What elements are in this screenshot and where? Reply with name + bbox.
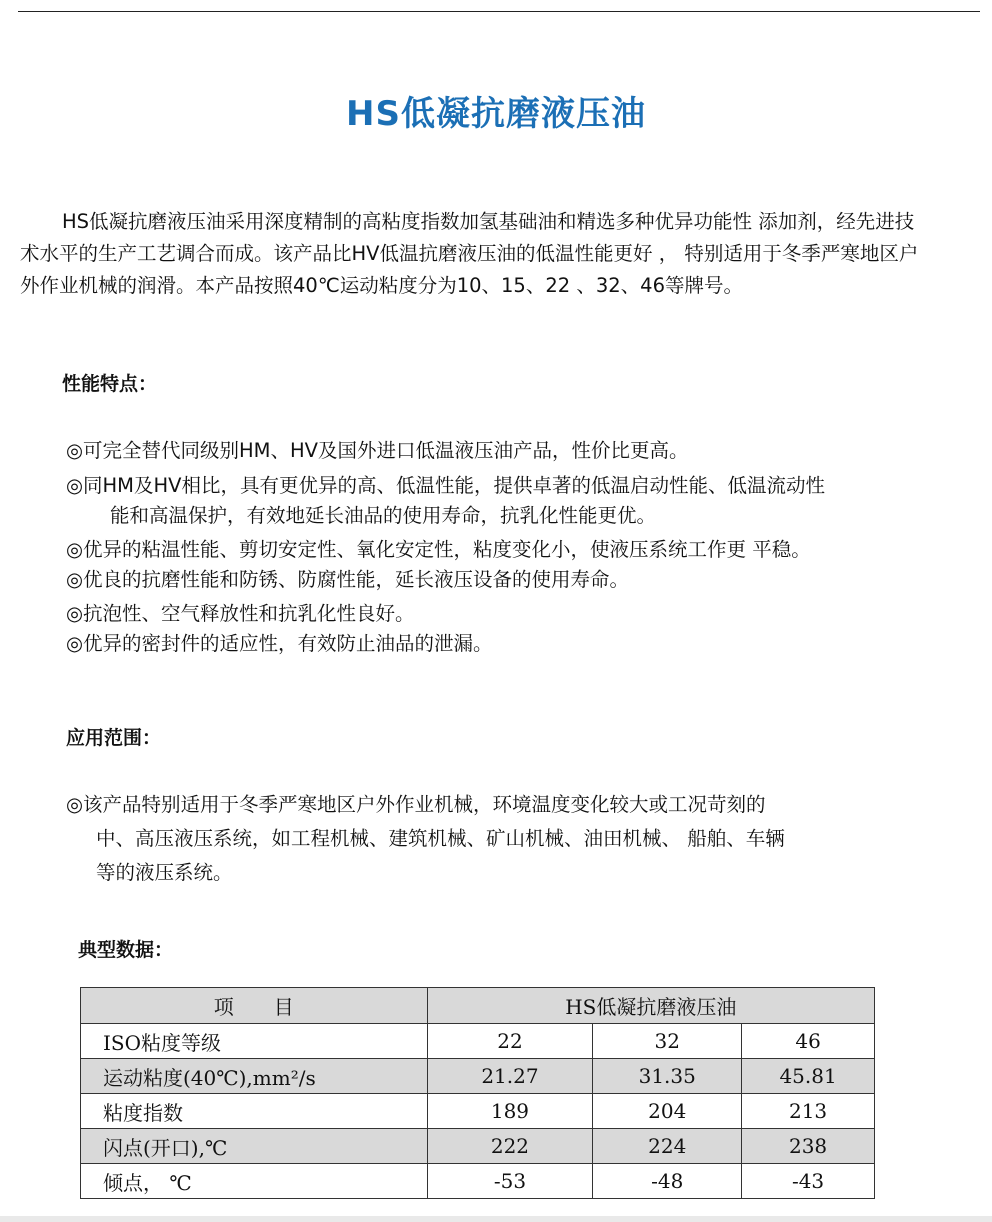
cell-value: -53 — [427, 1164, 593, 1199]
table-row — [81, 1094, 875, 1129]
row-label: 粘度指数 — [81, 1094, 428, 1129]
cell-value: -48 — [593, 1164, 742, 1199]
feature-item: ◎优异的密封件的适应性，有效防止油品的泄漏。 — [66, 632, 493, 655]
feature-item: ◎优良的抗磨性能和防锈、防腐性能，延长液压设备的使用寿命。 — [66, 568, 630, 591]
row-label: 闪点(开口),℃ — [81, 1129, 428, 1164]
application-heading: 应用范围： — [66, 727, 162, 749]
row-label: 倾点， ℃ — [81, 1164, 428, 1199]
cell-value: 45.81 — [742, 1059, 875, 1094]
table-row — [81, 1059, 875, 1094]
table-row — [81, 1024, 875, 1059]
cell-value: 46 — [742, 1024, 875, 1059]
cell-value: 22 — [427, 1024, 593, 1059]
cell-value: 238 — [742, 1129, 875, 1164]
cell-value: 189 — [427, 1094, 593, 1129]
column-header-product: HS低凝抗磨液压油 — [427, 988, 874, 1024]
cell-value: 21.27 — [427, 1059, 593, 1094]
row-label: 运动粘度(40℃),mm²/s — [81, 1059, 428, 1094]
table-header-row — [81, 988, 875, 1024]
application-line: 等的液压系统。 — [96, 861, 233, 884]
application-item — [66, 788, 926, 890]
typical-data-table — [80, 987, 875, 1199]
cell-value: 224 — [593, 1129, 742, 1164]
features-heading: 性能特点： — [62, 373, 158, 395]
page-title: HS低凝抗磨液压油 — [346, 94, 646, 134]
cell-value: 213 — [742, 1094, 875, 1129]
feature-item-continuation: 能和高温保护，有效地延长油品的使用寿命，抗乳化性能更优。 — [110, 504, 657, 527]
cell-value: 222 — [427, 1129, 593, 1164]
application-line: 中、高压液压系统，如工程机械、建筑机械、矿山机械、油田机械、 船舶、车辆 — [96, 827, 785, 850]
feature-item: ◎优异的粘温性能、剪切安定性、氧化安定性，粘度变化小，使液压系统工作更 平稳。 — [66, 538, 811, 561]
column-header-item: 项 目 — [81, 988, 428, 1024]
row-label: ISO粘度等级 — [81, 1024, 428, 1059]
table-row — [81, 1129, 875, 1164]
cell-value: -43 — [742, 1164, 875, 1199]
application-line: ◎该产品特别适用于冬季严寒地区户外作业机械，环境温度变化较大或工况苛刻的 — [66, 793, 766, 816]
cell-value: 32 — [593, 1024, 742, 1059]
bottom-divider — [0, 1216, 992, 1222]
cell-value: 204 — [593, 1094, 742, 1129]
table-row — [81, 1164, 875, 1199]
top-divider — [18, 11, 980, 12]
feature-item — [66, 471, 926, 531]
feature-item-line: ◎同HM及HV相比，具有更优异的高、低温性能，提供卓著的低温启动性能、低温流动性 — [66, 474, 826, 497]
feature-item: ◎抗泡性、空气释放性和抗乳化性良好。 — [66, 602, 415, 625]
cell-value: 31.35 — [593, 1059, 742, 1094]
feature-item: ◎可完全替代同级别HM、HV及国外进口低温液压油产品，性价比更高。 — [66, 439, 689, 462]
typical-data-heading: 典型数据： — [78, 939, 174, 961]
intro-paragraph: HS低凝抗磨液压油采用深度精制的高粘度指数加氢基础油和精选多种优异功能性 添加剂，经先进技术水平的生产工艺调合而成。该产品比HV低温抗磨液压油的低温性能更好 ， 特别适用于冬季严寒地区户外作业机械的润滑。本产品按照40℃运动粘度分为10、15、22 、32、46等牌号。 — [20, 210, 919, 297]
